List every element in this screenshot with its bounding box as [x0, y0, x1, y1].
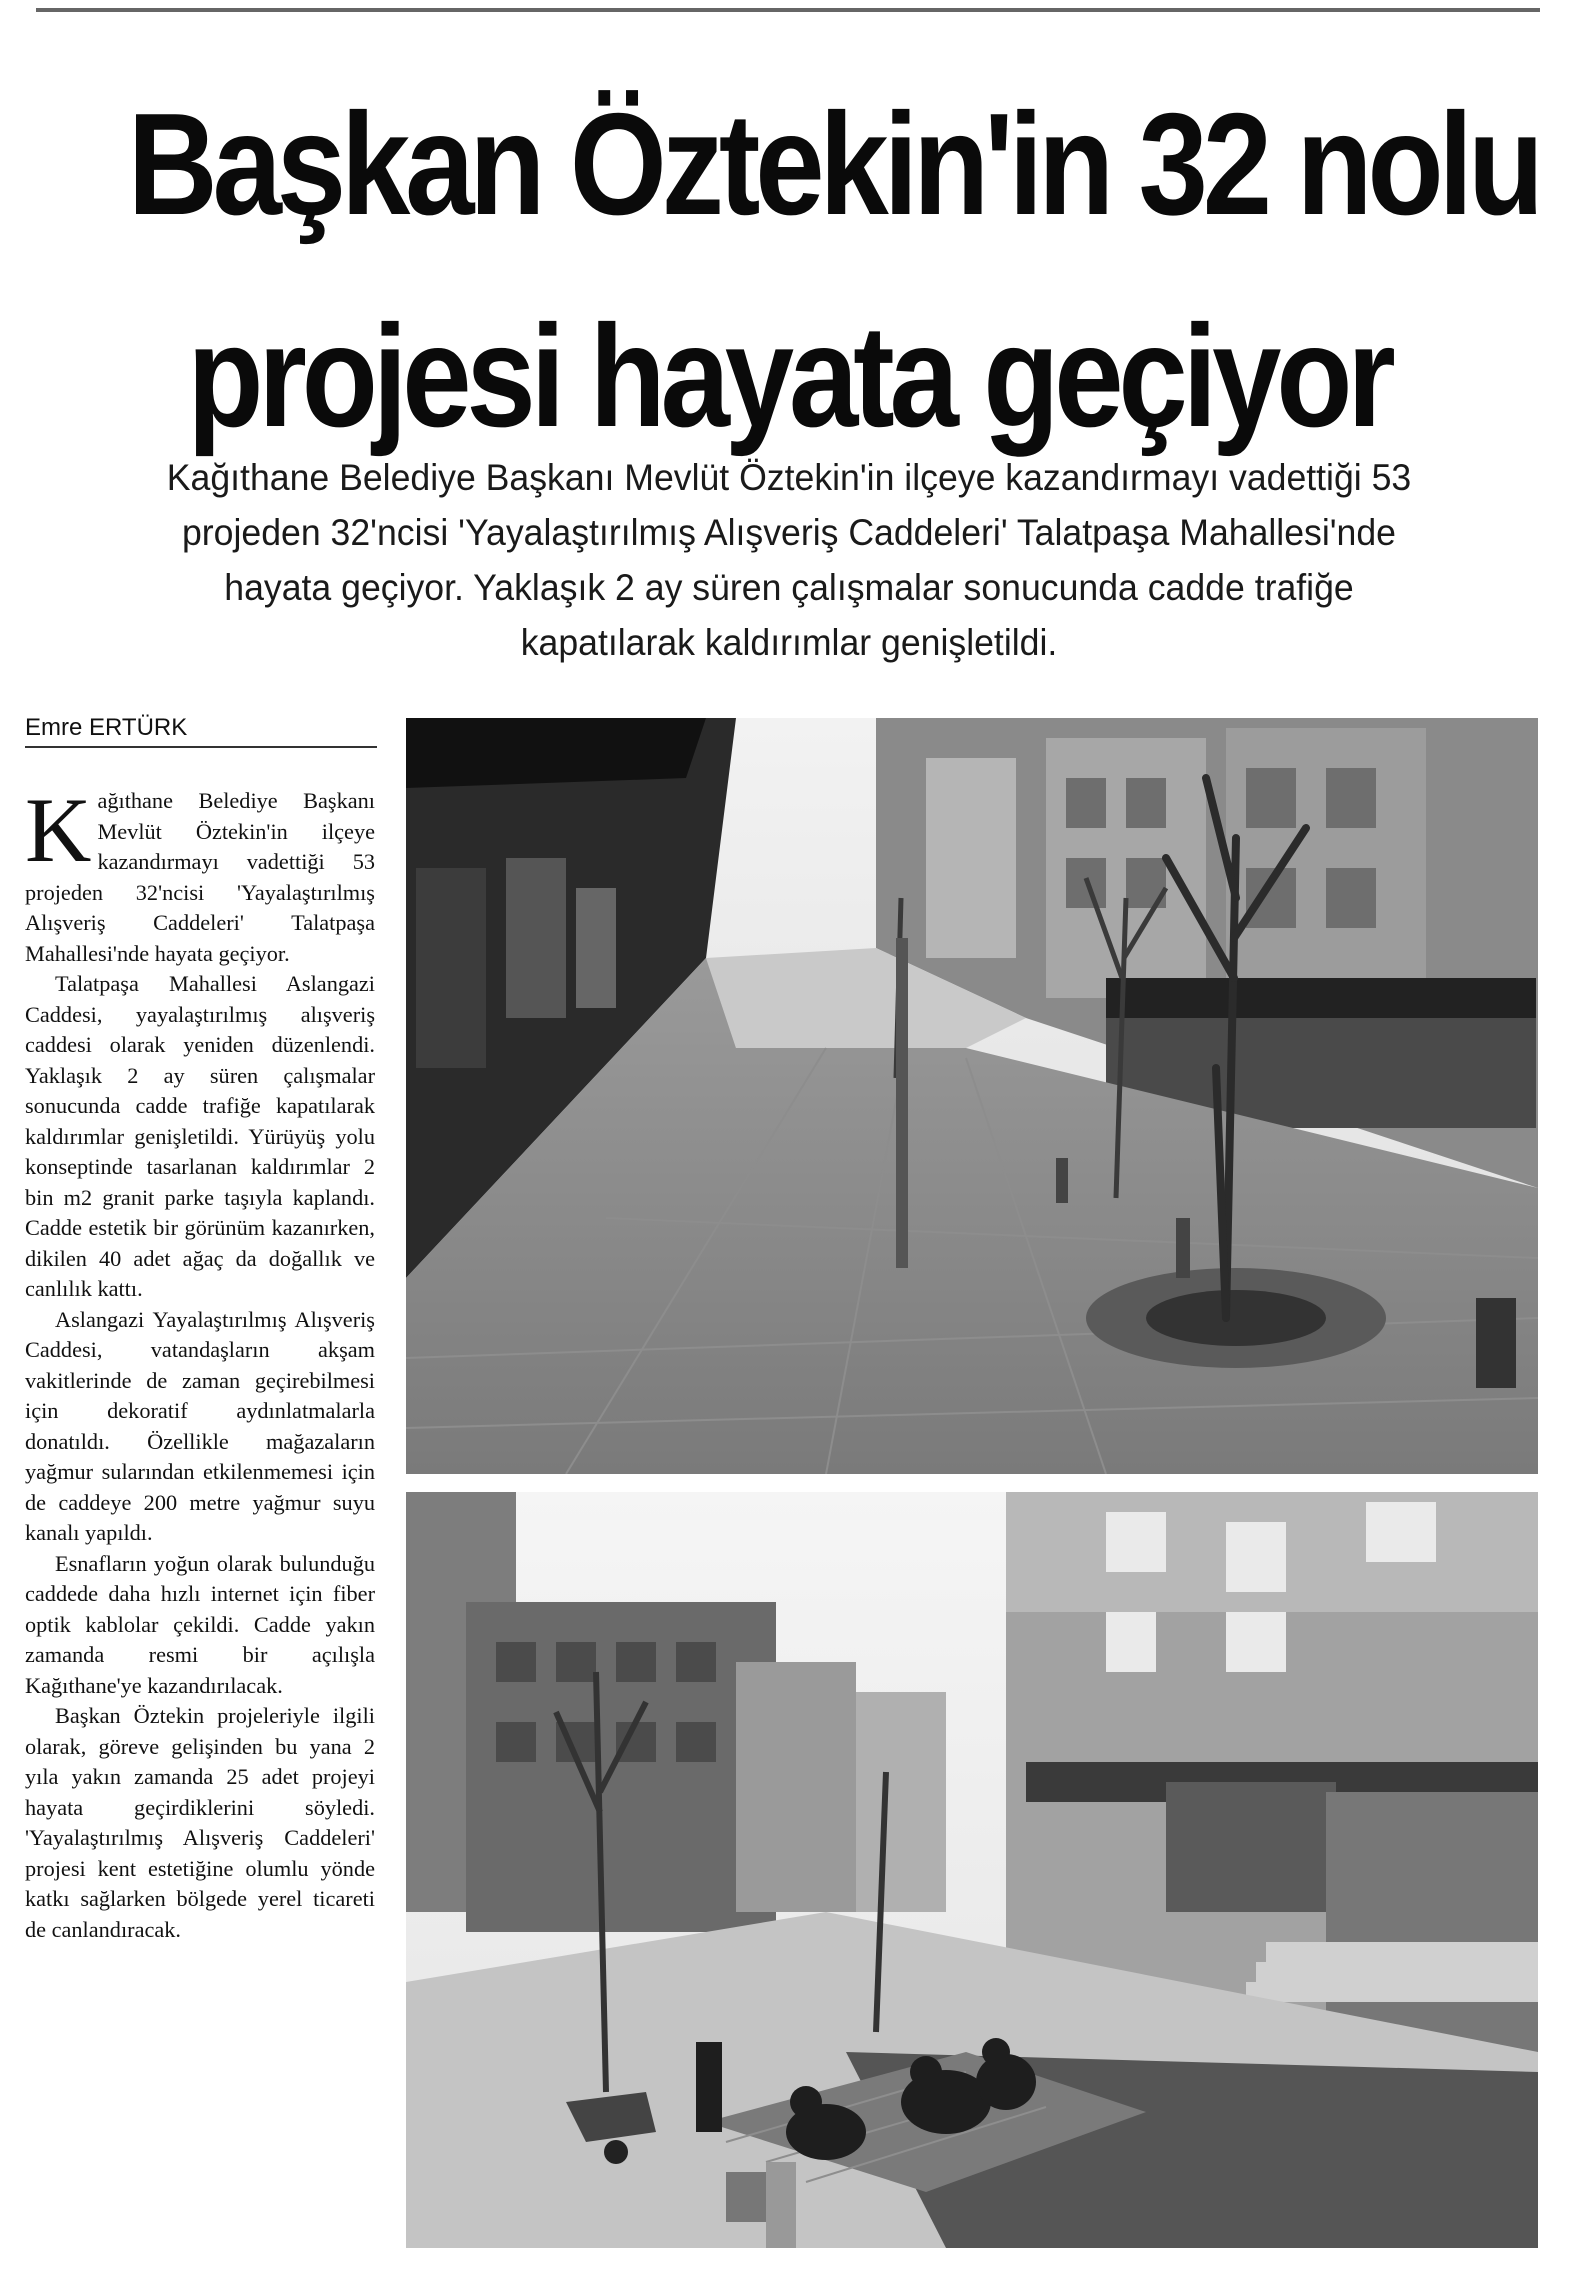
byline: Emre ERTÜRK — [25, 714, 188, 741]
drop-cap: K — [25, 779, 92, 881]
top-rule — [36, 8, 1540, 12]
paragraph-1-text: ağıthane Belediye Başkanı Mevlüt Öztekin'in ilçeye kazandırmayı vadettiği 53 projeden 32'ncisi 'Yayalaştırılmış Alışveriş Caddeleri' Talatpaşa Mahallesi'nde hayata geçiyor. — [25, 788, 375, 966]
spot-line-2: projeden 32'ncisi 'Yayalaştırılmış Alışveriş Caddeleri' Talatpaşa Mahallesi'nde — [181, 511, 1397, 553]
construction-photo-bottom — [406, 1492, 1538, 2248]
headline — [127, 58, 1539, 482]
spot-line-4: kapatılarak kaldırımlar genişletildi. — [520, 621, 1058, 663]
paragraph-5: Başkan Öztekin projeleriyle ilgili olarak, göreve gelişinden bu yana 2 yıla yakın zamanda 25 adet projeyi hayata geçirdiklerini söyledi. 'Yayalaştırılmış Alışveriş Caddeleri' projesi kent estetiğine olumlu yönde katkı sağlarken bölgede yerel ticareti de canlandıracak. — [25, 1703, 375, 1942]
spot-line-1: Kağıthane Belediye Başkanı Mevlüt Öztekin'in ilçeye kazandırmayı vadettiği 53 — [166, 456, 1412, 498]
paragraph-3: Aslangazi Yayalaştırılmış Alışveriş Caddesi, vatandaşların akşam vakitlerinde de zaman geçirebilmesi için dekoratif aydınlatmalarla donatıldı. Özellikle mağazaların yağmur sularından etkilenmemesi için de caddeye 200 metre yağmur suyu kanalı yapıldı. — [25, 1306, 375, 1545]
spot-line-3: hayata geçiyor. Yaklaşık 2 ay süren çalışmalar sonucunda cadde trafiğe — [224, 566, 1354, 608]
construction-photo-bottom-image — [406, 1492, 1538, 2248]
street-photo-top — [406, 718, 1538, 1474]
spot-text — [77, 450, 1500, 670]
headline-line-2: projesi hayata geçiyor — [187, 295, 1391, 457]
paragraph-2: Talatpaşa Mahallesi Aslangazi Caddesi, yayalaştırılmış alışveriş caddesi olarak yeniden düzenlendi. Yaklaşık 2 ay süren çalışmalar sonucunda cadde trafiğe kapatılarak kaldırımlar genişletildi. Yürüyüş yolu konseptinde tasarlanan kaldırımlar 2 bin m2 granit parke taşıyla kaplandı. Cadde estetik bir görünüm kazanırken, dikilen 40 adet ağaç da doğallık ve canlılık kattı. — [25, 971, 375, 1301]
paragraph-1 — [25, 779, 375, 969]
headline-line-1: Başkan Öztekin'in 32 nolu — [127, 83, 1539, 245]
street-photo-top-image — [406, 718, 1538, 1474]
paragraph-4: Esnafların yoğun olarak bulunduğu caddede daha hızlı internet için fiber optik kablolar çekildi. Cadde yakın zamanda resmi bir açılışla Kağıthane'ye kazandırılacak. — [25, 1550, 375, 1698]
byline-rule — [25, 746, 377, 748]
article-body — [25, 779, 375, 1945]
